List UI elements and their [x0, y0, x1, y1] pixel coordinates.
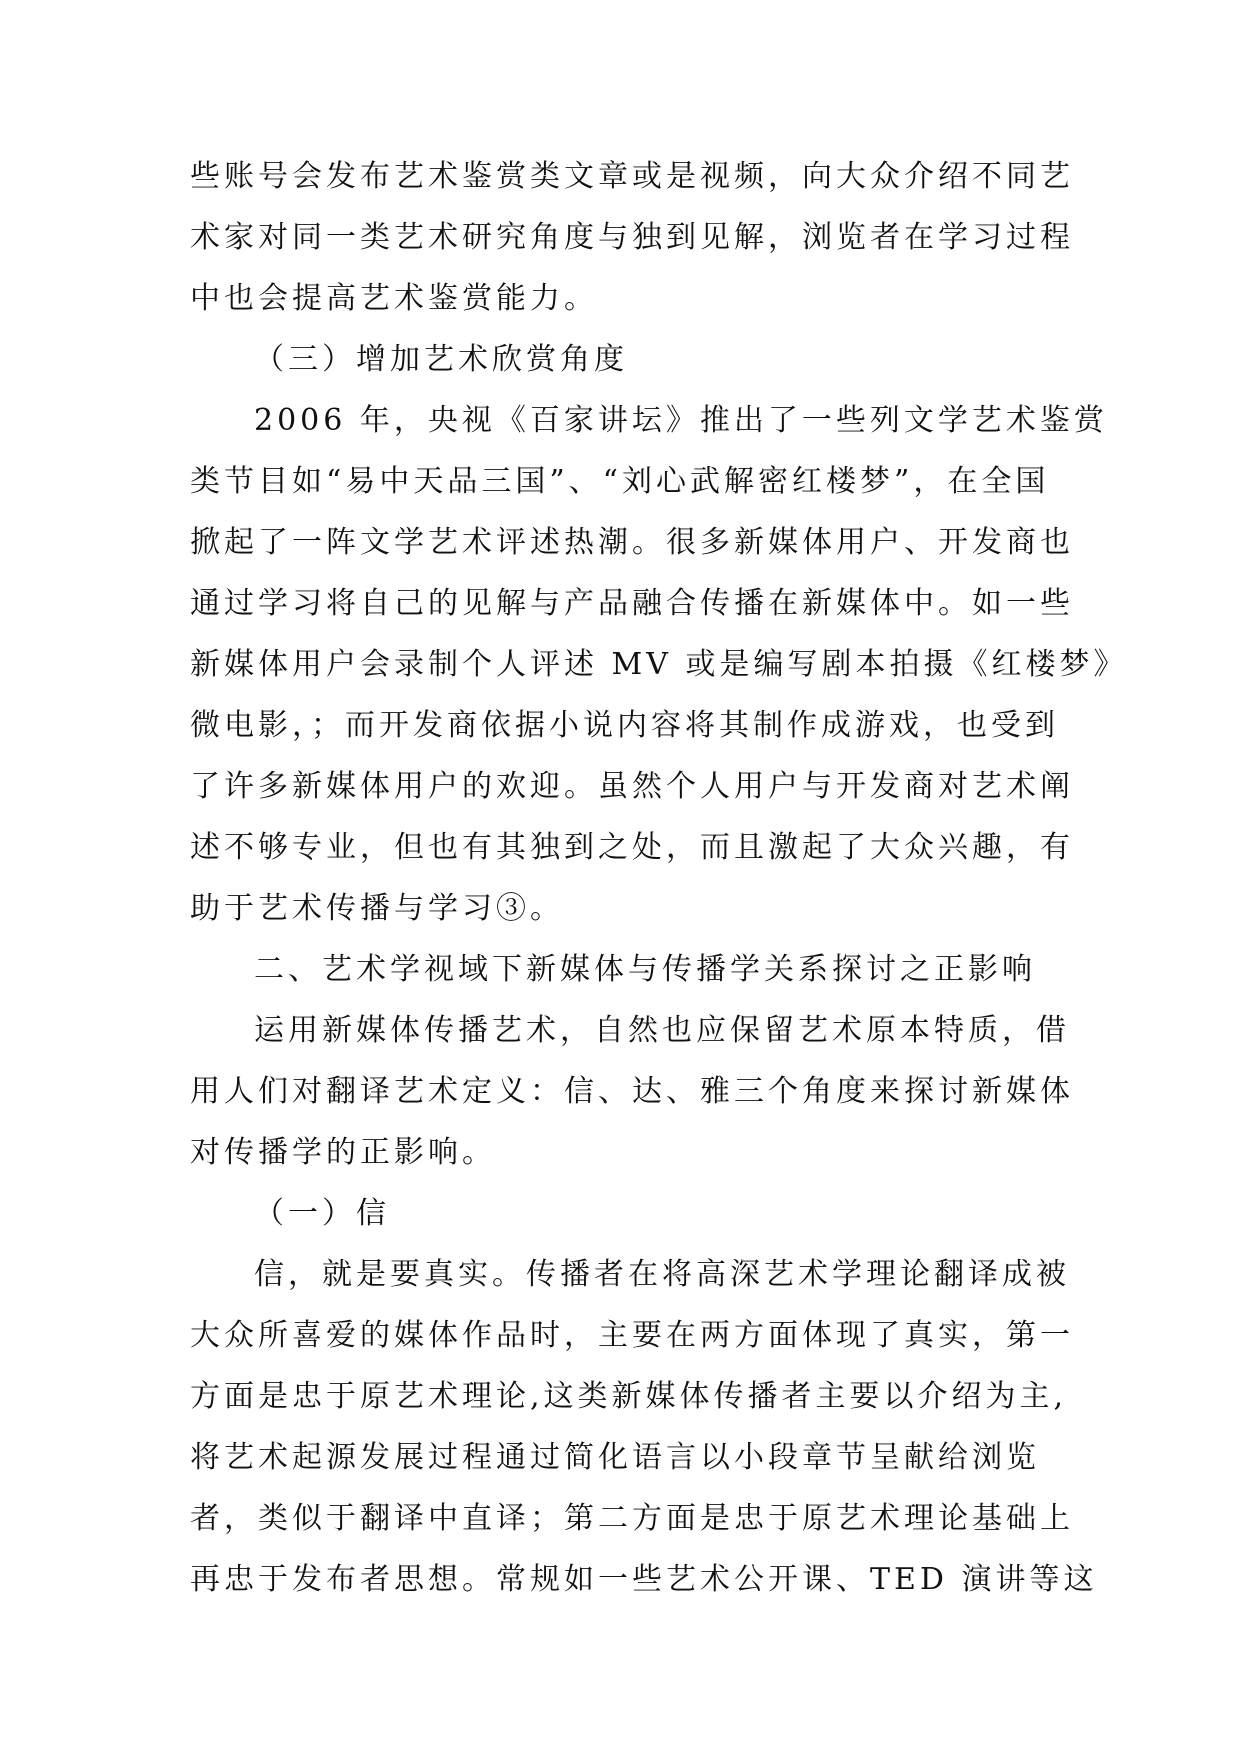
paragraph-line: 些账号会发布艺术鉴赏类文章或是视频，向大众介绍不同艺: [190, 159, 1074, 194]
paragraph-line: 类节目如“易中天品三国”、“刘心武解密红楼梦”，在全国: [190, 464, 1050, 499]
paragraph-line: 对传播学的正影响。: [190, 1135, 496, 1170]
paragraph-line: 再忠于发布者思想。常规如一些艺术公开课、TED 演讲等这: [190, 1562, 1098, 1597]
paragraph-line: 将艺术起源发展过程通过简化语言以小段章节呈献给浏览: [190, 1440, 1040, 1475]
body-text: [190, 146, 1128, 1610]
paragraph-line: 述不够专业，但也有其独到之处，而且激起了大众兴趣，有: [190, 830, 1074, 865]
section-heading: （三）增加艺术欣赏角度: [254, 342, 628, 377]
paragraph-first-line: 2006 年，央视《百家讲坛》推出了一些列文学艺术鉴赏: [254, 403, 1108, 438]
paragraph-first-line: 信，就是要真实。传播者在将高深艺术学理论翻译成被: [254, 1257, 1070, 1292]
paragraph-line: 方面是忠于原艺术理论,这类新媒体传播者主要以介绍为主,: [190, 1379, 1068, 1414]
paragraph-line: 者，类似于翻译中直译；第二方面是忠于原艺术理论基础上: [190, 1501, 1074, 1536]
paragraph-line: 了许多新媒体用户的欢迎。虽然个人用户与开发商对艺术阐: [190, 769, 1074, 804]
paragraph-line: 用人们对翻译艺术定义：信、达、雅三个角度来探讨新媒体: [190, 1074, 1074, 1109]
section-heading: 二、艺术学视域下新媒体与传播学关系探讨之正影响: [254, 952, 1036, 987]
paragraph-first-line: 运用新媒体传播艺术，自然也应保留艺术原本特质，借: [254, 1013, 1070, 1048]
paragraph-line: 新媒体用户会录制个人评述 MV 或是编写剧本拍摄《红楼梦》: [190, 647, 1128, 682]
paragraph-line: 大众所喜爱的媒体作品时，主要在两方面体现了真实，第一: [190, 1318, 1074, 1353]
paragraph-line: 术家对同一类艺术研究角度与独到见解，浏览者在学习过程: [190, 220, 1074, 255]
paragraph-line: 掀起了一阵文学艺术评述热潮。很多新媒体用户、开发商也: [190, 525, 1074, 560]
paragraph-line: 中也会提高艺术鉴赏能力。: [190, 281, 598, 316]
section-heading: （一）信: [254, 1196, 390, 1231]
paragraph-line: 助于艺术传播与学习③。: [190, 891, 564, 926]
paragraph-line: 通过学习将自己的见解与产品融合传播在新媒体中。如一些: [190, 586, 1074, 621]
paragraph-line: 微电影，；而开发商依据小说内容将其制作成游戏，也受到: [190, 708, 1059, 743]
